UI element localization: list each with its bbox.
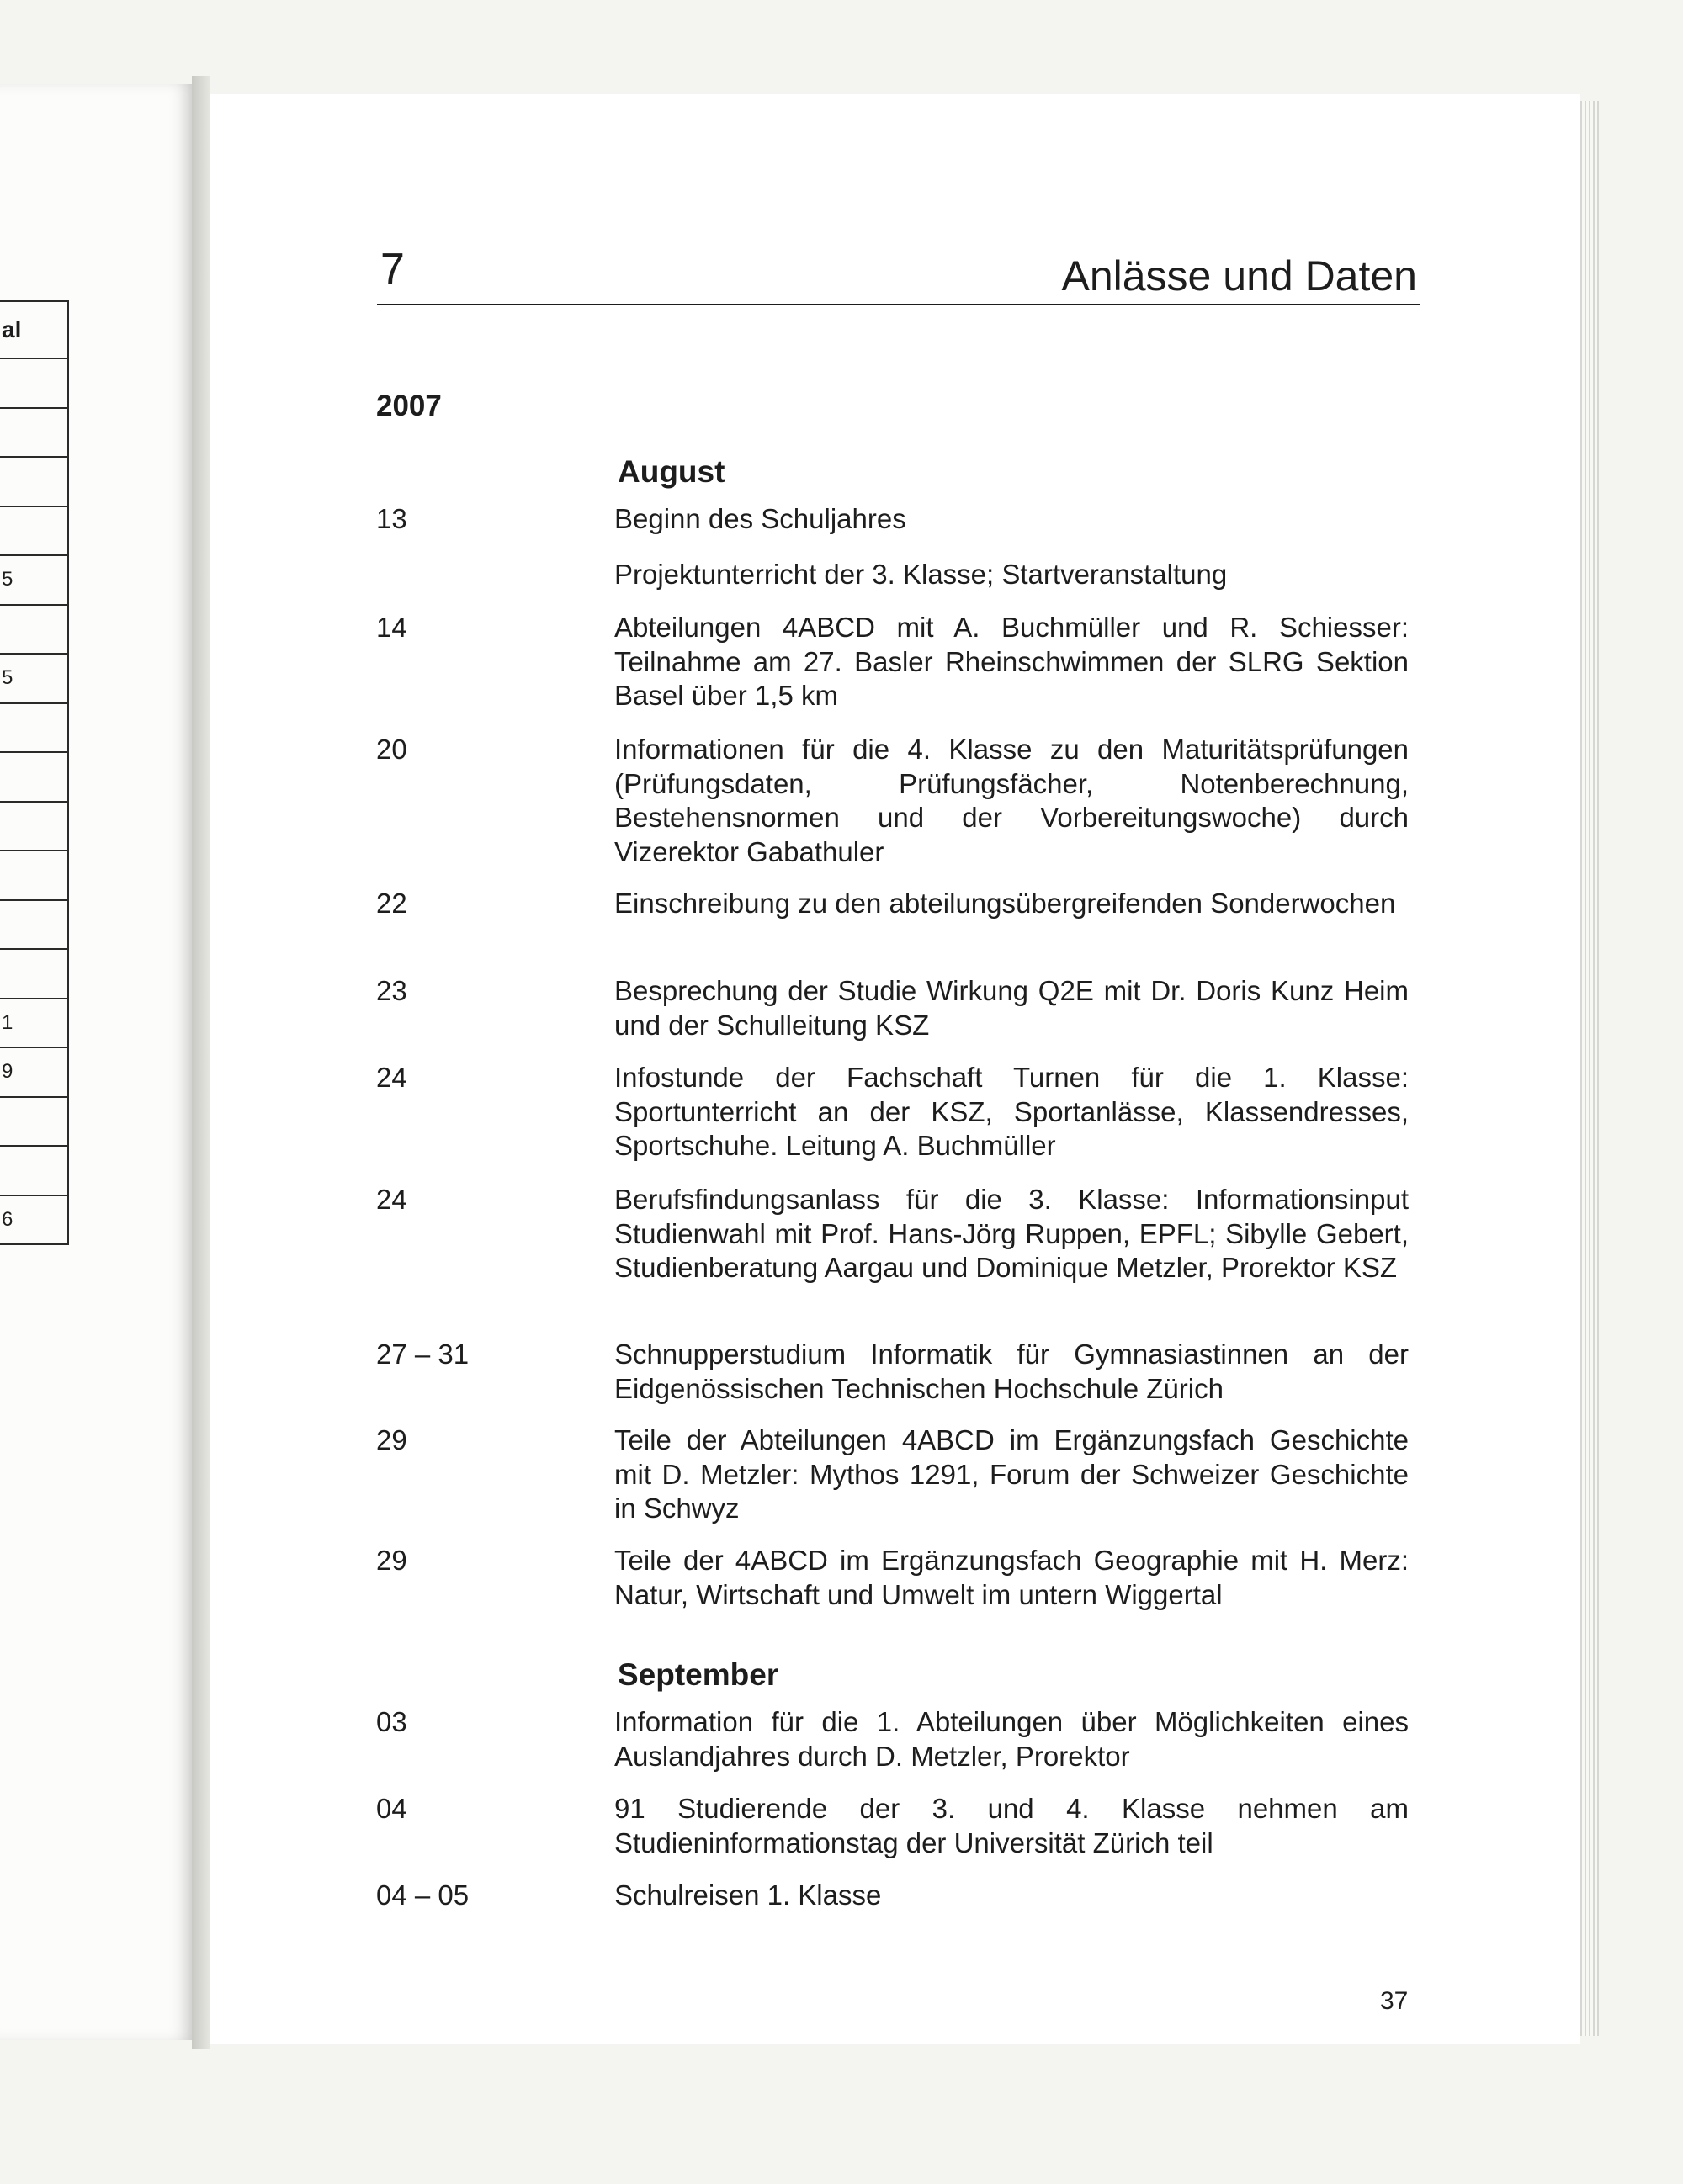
left-table-cell (0, 507, 67, 557)
left-table-cell: 5 (0, 655, 67, 704)
entry-text: Schulreisen 1. Klasse (614, 1879, 882, 1911)
left-table-cell (0, 1098, 67, 1148)
left-table-cell (0, 458, 67, 507)
left-table-cell: 5 (0, 556, 67, 606)
entry-text: Beginn des Schuljahres (614, 503, 906, 534)
entry-text: Berufsfindungsanlass für die 3. Klasse: Informationsinput Studienwahl mit Prof. Hans-Jörg Ruppen, EPFL; Sibylle Gebert, Studienberatung Aargau und Dominique Metzler, Prorektor KSZ (614, 1184, 1409, 1283)
left-table-cell (0, 409, 67, 459)
left-table-cell (0, 803, 67, 852)
month-heading: September (618, 1657, 779, 1692)
entry-date: 23 (376, 975, 407, 1006)
left-table-cell (0, 1147, 67, 1196)
month-heading: August (618, 454, 725, 489)
chapter-title: Anlässe und Daten (1061, 252, 1417, 300)
book-gutter (192, 76, 210, 2049)
left-table-cell (0, 901, 67, 951)
entry-date: 29 (376, 1424, 407, 1455)
entry-text: Projektunterricht der 3. Klasse; Startveranstaltung (614, 559, 1228, 590)
entry-date: 27 – 31 (376, 1338, 470, 1370)
entry-text: Infostunde der Fachschaft Turnen für die 1. Klasse: Sportunterricht an der KSZ, Sportanlässe, Klassendresses, Sportschuhe. Leitung A. Buchmüller (614, 1062, 1409, 1161)
entry-date: 03 (376, 1706, 407, 1737)
entry-date: 14 (376, 612, 407, 643)
entry-text: Informationen für die 4. Klasse zu den Maturitätsprüfungen (Prüfungsdaten, Prüfungsfächer, Notenberechnung, Bestehensnormen und der Vorbereitungswoche) durch Vizerektor Gabathuler (614, 734, 1409, 867)
entry-date: 29 (376, 1545, 407, 1576)
left-table-cell (0, 851, 67, 901)
left-table-cell (0, 950, 67, 999)
entry-text: Abteilungen 4ABCD mit A. Buchmüller und R. Schiesser: Teilnahme am 27. Basler Rheinschwimmen der SLRG Sektion Basel über 1,5 km (614, 612, 1409, 711)
left-table-cell: 1 (0, 999, 67, 1049)
left-table-cell (0, 359, 67, 409)
entry-text: Einschreibung zu den abteilungsübergreifenden Sonderwochen (614, 888, 1396, 919)
entry-text: Besprechung der Studie Wirkung Q2E mit Dr. Doris Kunz Heim und der Schulleitung KSZ (614, 975, 1409, 1041)
entry-text: Teile der 4ABCD im Ergänzungsfach Geographie mit H. Merz: Natur, Wirtschaft und Umwelt im untern Wiggertal (614, 1545, 1409, 1610)
chapter-number: 7 (380, 245, 405, 294)
left-page-table (0, 300, 69, 1245)
page-number: 37 (1380, 1987, 1409, 2015)
entry-date: 13 (376, 503, 407, 534)
entry-date: 20 (376, 734, 407, 765)
entry-date: 24 (376, 1184, 407, 1215)
left-table-cell (0, 606, 67, 655)
year-heading: 2007 (376, 390, 442, 422)
entry-date: 22 (376, 888, 407, 919)
entry-date: 04 – 05 (376, 1879, 470, 1911)
entry-date: 24 (376, 1062, 407, 1093)
page-stack-edge (1580, 101, 1599, 2036)
entry-text: Information für die 1. Abteilungen über Möglichkeiten eines Auslandjahres durch D. Metzler, Prorektor (614, 1706, 1409, 1772)
left-table-cell: al (0, 302, 67, 359)
left-table-cell: 9 (0, 1048, 67, 1098)
left-table-cell: 6 (0, 1196, 67, 1246)
left-table-cell (0, 753, 67, 803)
entry-text: Schnupperstudium Informatik für Gymnasiastinnen an der Eidgenössischen Technischen Hochschule Zürich (614, 1338, 1409, 1404)
entry-text: 91 Studierende der 3. und 4. Klasse nehmen am Studieninformationstag der Universität Zürich teil (614, 1793, 1409, 1858)
entry-text: Teile der Abteilungen 4ABCD im Ergänzungsfach Geschichte mit D. Metzler: Mythos 1291, Forum der Schweizer Geschichte in Schwyz (614, 1424, 1409, 1524)
left-table-cell (0, 704, 67, 754)
entry-date: 04 (376, 1793, 407, 1824)
chapter-rule (377, 304, 1420, 305)
